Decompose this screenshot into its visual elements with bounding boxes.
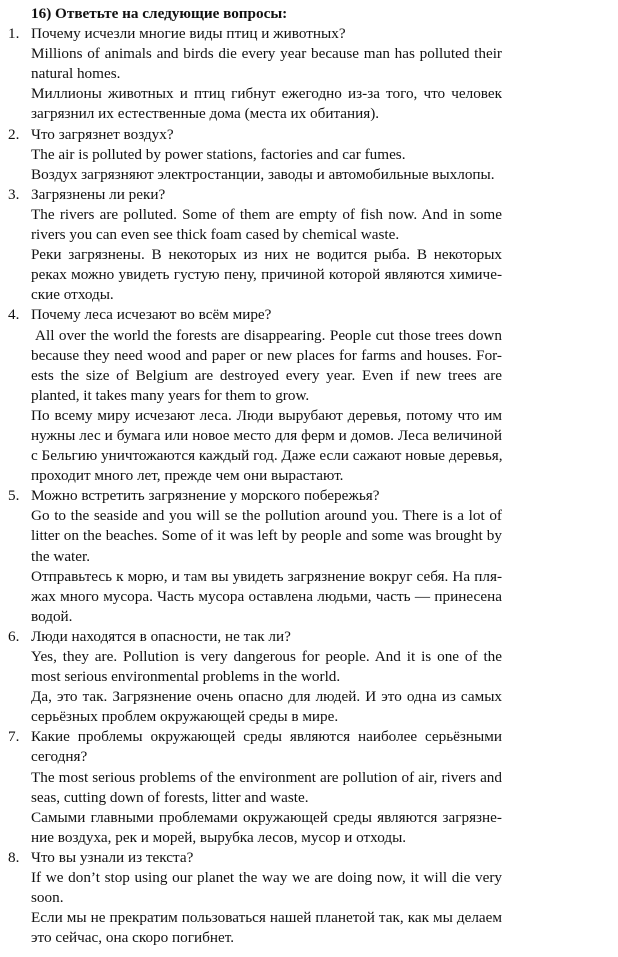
answer-english-line: The most serious problems of the environment are pollution of air, rivers and — [31, 768, 502, 786]
answer-russian-line: Самыми главными проблемами окружающей среды являются загрязне- — [31, 808, 502, 826]
question-item — [0, 627, 618, 727]
answer-russian-line: Если мы не прекратим пользоваться нашей планетой так, как мы делаем — [31, 909, 502, 927]
answer-english-line: Yes, they are. Pollution is very dangerous for people. And it is one of the — [31, 648, 502, 665]
section-title: 16) Ответьте на следующие вопросы: — [31, 5, 288, 22]
question-item — [0, 305, 618, 486]
item-number: 4. — [8, 306, 20, 324]
item-number: 7. — [8, 728, 20, 746]
answer-russian-line: Отправьтесь к морю, и там вы увидеть загрязнение вокруг себя. На пля- — [31, 567, 502, 585]
answer-russian-line: реках можно увидеть густую пену, причиной которой являются химиче- — [31, 266, 502, 284]
answer-english-line: seas, cutting down of forests, litter and waste. — [31, 788, 309, 806]
answer-english-line: most serious environmental problems in the world. — [31, 668, 341, 686]
item-number: 6. — [8, 627, 20, 645]
answer-russian-line: это сейчас, она скоро погибнет. — [31, 929, 235, 947]
answer-english-line: Go to the seaside and you will se the pollution around you. There is a lot of — [31, 507, 502, 525]
question-item — [0, 727, 618, 848]
answer-russian-line: Реки загрязнены. В некоторых из них не водится рыба. В некоторых — [31, 246, 502, 264]
answer-russian-line: с Бельгию уничтожаются каждый год. Даже если сажают новые деревья, — [31, 447, 503, 465]
answer-english-line: The rivers are polluted. Some of them are empty of fish now. And in some — [31, 205, 502, 223]
answer-english-line: Millions of animals and birds die every year because man has polluted their — [31, 45, 502, 63]
answer-english-line: rivers you can even see thick foam cased by chemical waste. — [31, 226, 400, 244]
answer-english-line: planted, it takes many years for them to grow. — [31, 386, 310, 404]
answer-russian-line: По всему миру исчезают леса. Люди вырубают деревья, потому что им — [31, 406, 502, 424]
answer-russian-line: водой. — [31, 607, 73, 625]
answer-russian-line: ские отходы. — [31, 286, 114, 304]
question-list — [0, 24, 618, 948]
item-number: 3. — [8, 185, 20, 203]
answer-russian-line: жах много мусора. Часть мусора оставлена людьми, часть — принесена — [31, 587, 502, 605]
question-line: Что загрязнет воздух? — [31, 125, 174, 143]
item-number: 1. — [8, 25, 20, 43]
question-line: сегодня? — [31, 748, 88, 766]
question-line: Можно встретить загрязнение у морского побережья? — [31, 487, 380, 505]
answer-english-line: natural homes. — [31, 65, 121, 83]
question-item — [0, 486, 618, 627]
question-item — [0, 848, 618, 948]
answer-russian-line: загрязнил их естественные дома (места их обитания). — [31, 105, 380, 123]
answer-russian-line: Да, это так. Загрязнение очень опасно для людей. И это одна из самых — [31, 688, 502, 706]
item-number: 2. — [8, 125, 20, 143]
answer-russian-line: Воздух загрязняют электростанции, заводы и автомобильные выхлопы. — [31, 165, 495, 183]
answer-russian-line: ние воздуха, рек и морей, вырубка лесов, мусор и отходы. — [31, 828, 407, 846]
answer-english-line: because they need wood and paper or new places for farms and houses. For- — [31, 346, 502, 364]
answer-english-line: soon. — [31, 889, 64, 907]
question-line: Люди находятся в опасности, не так ли? — [31, 627, 291, 645]
answer-russian-line: Миллионы животных и птиц гибнут ежегодно из-за того, что человек — [31, 85, 502, 103]
answer-english-line: The air is polluted by power stations, factories and car fumes. — [31, 145, 406, 163]
question-line: Какие проблемы окружающей среды являются наиболее серьёзными — [31, 728, 502, 746]
answer-russian-line: серьёзных проблем окружающей среды в мире. — [31, 708, 339, 726]
question-item — [0, 125, 618, 185]
answer-english-line: If we don’t stop using our planet the way we are doing now, it will die very — [31, 869, 502, 887]
question-line: Почему леса исчезают во всём мире? — [31, 306, 272, 324]
answer-english-line: All over the world the forests are disappearing. People cut those trees down — [35, 326, 502, 344]
question-line: Что вы узнали из текста? — [31, 848, 194, 866]
question-line: Загрязнены ли реки? — [31, 185, 166, 203]
answer-russian-line: нужны лес и бумага или новое место для ферм и домов. Леса величиной — [31, 426, 502, 444]
answer-english-line: ests the size of Belgium are destroyed every year. Even if new trees are — [31, 366, 502, 384]
question-item — [0, 185, 618, 306]
answer-english-line: litter on the beaches. Some of it was left by people and some was brought by — [31, 527, 502, 545]
item-number: 5. — [8, 487, 20, 505]
answer-russian-line: проходит много лет, прежде чем они вырастают. — [31, 467, 344, 485]
question-line: Почему исчезли многие виды птиц и животных? — [31, 25, 346, 43]
item-number: 8. — [8, 848, 20, 866]
question-item — [0, 24, 618, 124]
answer-english-line: the water. — [31, 547, 91, 565]
